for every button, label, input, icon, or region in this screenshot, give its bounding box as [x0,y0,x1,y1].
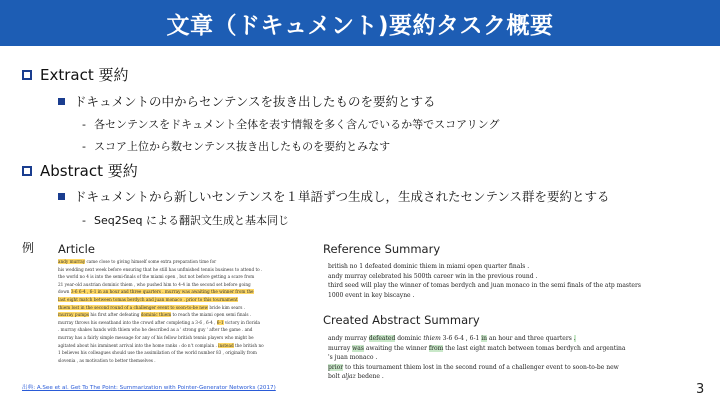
article-line: the world no 4 is into the semi-finals of the miami open , but not before getting a scare from [58,274,255,280]
sub-bullet-abstract-text: ドキュメントから新しいセンテンスを１単語ずつ生成し，生成されたセンテンス群を要約とする [74,189,610,204]
filled-square-bullet-icon [58,98,65,105]
detail-abstract-1 [82,212,289,228]
article-line: murray pumps his first after defeating dominic thiem to reach the miami open semi finals . [58,312,252,318]
slide-title: 文章（ドキュメント)要約タスク概要 [166,12,554,39]
created-highlight: in [481,335,487,342]
hollow-square-bullet-icon [22,166,32,176]
article-line: agitated about his imminent arrival into the home ranks : do n't complain . instead the british no [58,342,264,348]
article-line: slovenia , as motivation to better themselves . [58,357,156,363]
detail-abstract-1-text: Seq2Seq による翻訳文生成と基本同じ [94,214,289,227]
sub-bullet-extract-text: ドキュメントの中からセンテンスを抜き出したものを要約とする [74,94,436,109]
created-highlight: defeated [368,335,396,342]
filled-square-bullet-icon [58,193,65,200]
article-highlight: dominic thiem [140,312,172,318]
created-highlight: was [352,344,364,352]
dash-bullet-icon: - [82,140,86,153]
created-caption: Created Abstract Summary [323,313,480,327]
article-line: andy murray came close to giving himself some extra preparation time for [58,259,217,264]
reference-line: third seed will play the winner of tomas berdych and juan monaco in the semi finals of the atp masters [328,282,641,289]
reference-line: andy murray celebrated his 500th career win in the previous round . [328,272,538,280]
article-caption: Article [58,242,95,256]
article-highlight: thiem lost in the second round of a challenger event to soon-to-be new [58,304,209,310]
source-citation-link[interactable]: 出典: A.See et al. Get To The Point: Summarization with Pointer-Generator Networks (2017) [22,385,276,391]
bullet-extract-label: Extract 要約 [40,66,129,84]
article-line: murray has a fairly simple message for any of his fellow british tennis players who might be [58,334,254,340]
article-line: down 3-6 6-4 , 6-1 in an hour and three quarters . murray was awaiting the winner from the [58,289,254,295]
dash-bullet-icon: - [82,118,86,131]
created-line: murray was awaiting the winner from the last eight match between tomas berdych and argentina [328,344,626,352]
sub-bullet-extract [58,92,436,110]
article-line: . murray shakes hands with thiem who he described as a ' strong guy ' after the game . and [58,327,253,333]
page-number: 3 [696,382,705,397]
created-highlight: from [428,344,444,352]
detail-extract-2-text: スコア上位から数センテンス抜き出したものを要約とみなす [94,140,391,153]
bullet-abstract-label: Abstract 要約 [40,162,138,180]
reference-line: british no 1 defeated dominic thiem in miami open quarter finals . [328,263,530,270]
bullet-extract [22,64,129,85]
example-label: 例 [22,241,35,255]
article-line: 1 believes his colleagues should use the assimilation of the world number 83 , originally from [58,350,257,356]
detail-extract-2 [82,138,390,154]
detail-extract-1-text: 各センテンスをドキュメント全体を表す情報を多く含んでいるか等でスコアリング [94,118,500,131]
article-line [58,296,264,304]
created-line: prior to this tournament thiem lost in the second round of a challenger event to soon-to-be new [328,363,619,371]
detail-extract-1 [82,116,499,132]
article-highlight: 3-6 6-4 , 6-1 in an hour and three quarters . murray was awaiting the winner from the [70,289,254,295]
created-line: 's juan monaco . [328,354,378,361]
created-line: andy murray defeated dominic thiem 3-6 6-4 , 6-1 in an hour and three quarters . [328,335,576,342]
article-highlight: last eight match between tomas berdych and juan monaco . prior to this tournament [58,296,238,302]
created-highlight: . [573,335,576,342]
article-highlight: andy murray [58,259,86,264]
article-line: 21 year-old austrian dominic thiem , who pushed him to 4-4 in the second set before going [58,281,251,287]
article-highlight: murray pumps [58,312,90,318]
article-line: his wedding next week before ensuring that he still has unfinished tennis business to attend to . [58,266,263,272]
created-line: bolt aljaz bedene . [328,373,384,380]
slide-title-bar [0,0,720,46]
article-highlight: instead [218,342,234,348]
reference-caption: Reference Summary [323,242,441,256]
article-line: murray throws his sweatband into the crowd after completing a 3-6 , 6-4 , 6-1 victory in florida [58,319,260,325]
bullet-abstract [22,160,138,181]
dash-bullet-icon: - [82,214,86,227]
created-highlight: prior [328,363,344,371]
reference-body [328,262,641,300]
hollow-square-bullet-icon [22,70,32,80]
sub-bullet-abstract [58,187,610,205]
reference-line: 1000 event in key biscayne . [328,291,415,299]
article-highlight: 6-1 [216,319,224,325]
created-body [328,334,625,382]
article-line: thiem lost in the second round of a challenger event to soon-to-be new bride kim sears . [58,304,246,310]
article-body [58,258,264,364]
